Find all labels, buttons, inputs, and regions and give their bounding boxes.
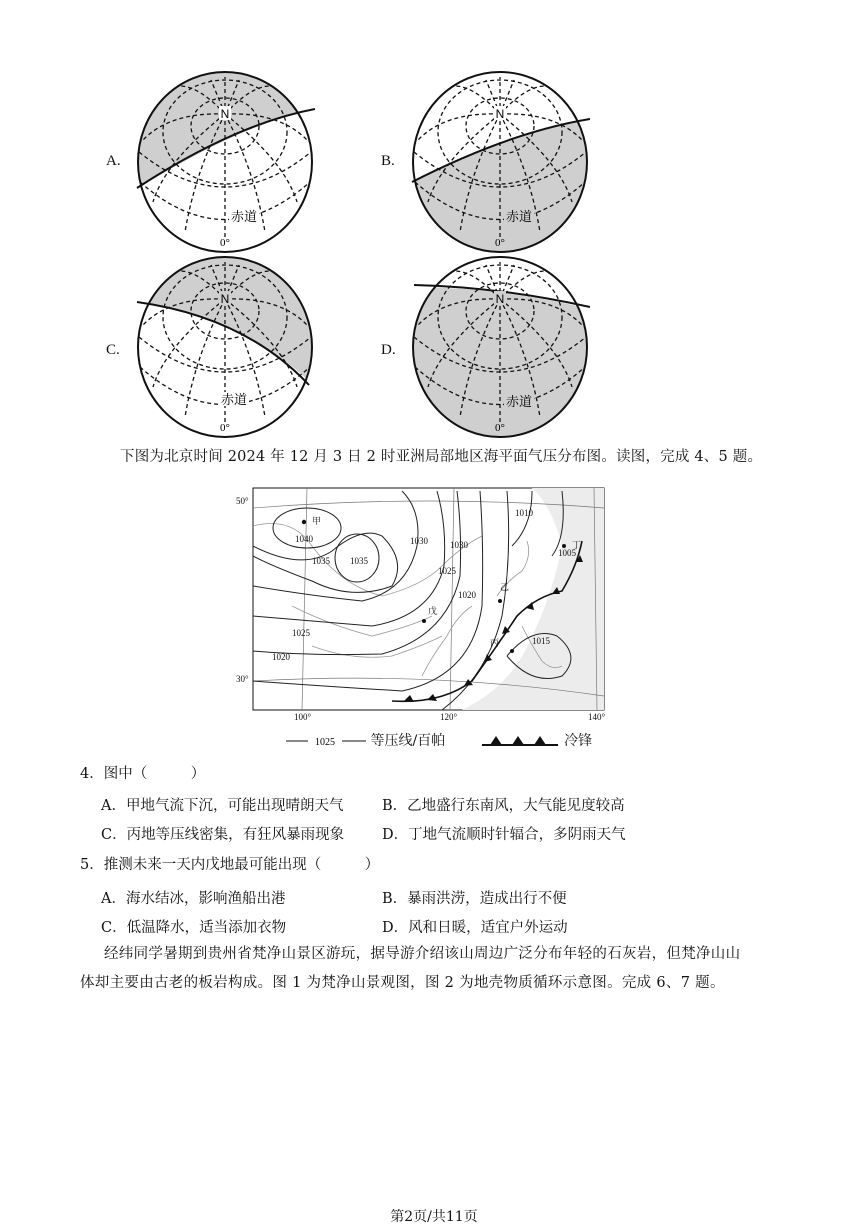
q4-option-d: D．丁地气流顺时针辐合，多阴雨天气 <box>382 827 626 843</box>
pressure-map <box>232 486 612 722</box>
lon-label: 100° <box>294 712 312 722</box>
intro-6-7-line1: 经纬同学暑期到贵州省梵净山景区游玩，据导游介绍该山周边广泛分布年轻的石灰岩，但梵净山山 <box>104 946 741 962</box>
intro-4-5: 下图为北京时间 2024 年 12 月 3 日 2 时亚洲局部地区海平面气压分布图。读图，完成 4、5 题。 <box>120 449 763 465</box>
option-b-label: B. <box>381 153 395 169</box>
isobar-label: 1020 <box>458 590 476 600</box>
cold-front-legend-text: 冷锋 <box>564 733 593 749</box>
equator-label: 赤道 <box>220 393 248 408</box>
isobar-label: 1025 <box>438 566 456 576</box>
isobar-label: 1010 <box>515 508 533 518</box>
lat-label: 30° <box>236 674 249 684</box>
north-pole-label: N <box>495 107 505 121</box>
north-pole-label: N <box>220 107 230 121</box>
lon-label: 140° <box>588 712 606 722</box>
q4-stem: 4．图中（ ） <box>80 766 206 782</box>
isobar-label: 1025 <box>292 628 310 638</box>
equator-label: 赤道 <box>505 210 533 225</box>
isobar-label: 1015 <box>532 636 550 646</box>
q5-option-a: A．海水结冰，影响渔船出港 <box>101 891 286 907</box>
isobar-legend-text: 等压线/百帕 <box>370 733 446 749</box>
cold-front-legend-icon <box>480 733 560 749</box>
place-ding-label: 丁 <box>572 540 582 550</box>
place-bing-label: 丙 <box>490 638 500 648</box>
isobar-label: 1020 <box>272 652 290 662</box>
q4-option-a: A．甲地气流下沉，可能出现晴朗天气 <box>101 798 344 814</box>
meridian-label: 0° <box>220 237 230 249</box>
q4-option-c: C．丙地等压线密集，有狂风暴雨现象 <box>101 827 345 843</box>
globe-a <box>135 70 315 254</box>
q5-stem: 5．推测未来一天内戊地最可能出现（ ） <box>80 857 380 873</box>
isobar-label: 1035 <box>312 556 330 566</box>
isobar-legend-line <box>286 733 366 749</box>
place-yi-label: 乙 <box>500 582 510 592</box>
lat-label: 50° <box>236 496 249 506</box>
option-c-label: C. <box>106 342 120 358</box>
isobar-label: 1005 <box>558 548 576 558</box>
equator-label: 赤道 <box>230 210 258 225</box>
q5-option-b: B．暴雨洪涝，造成出行不便 <box>382 891 567 907</box>
meridian-label: 0° <box>495 237 505 249</box>
globe-d <box>410 255 590 439</box>
lon-label: 120° <box>440 712 458 722</box>
north-pole-label: N <box>495 292 505 306</box>
meridian-label: 0° <box>220 422 230 434</box>
intro-6-7-line2: 体却主要由古老的板岩构成。图 1 为梵净山景观图，图 2 为地壳物质循环示意图。完成 6、7 题。 <box>80 975 725 991</box>
intro-6-7 <box>80 940 780 998</box>
isobar-legend-value: 1025 <box>315 737 335 748</box>
q4-option-b: B．乙地盛行东南风，大气能见度较高 <box>382 798 625 814</box>
place-jia-label: 甲 <box>312 516 322 526</box>
option-d-label: D. <box>381 342 396 358</box>
map-legend <box>286 730 592 750</box>
place-wu-label: 戊 <box>428 606 438 616</box>
option-a-label: A. <box>106 153 121 169</box>
globe-b <box>410 70 590 254</box>
equator-label: 赤道 <box>505 395 533 410</box>
isobar-label: 1035 <box>350 556 368 566</box>
page-footer: 第2页/共11页 <box>390 1209 478 1225</box>
q5-option-d: D．风和日暖，适宜户外运动 <box>382 920 568 936</box>
meridian-label: 0° <box>495 422 505 434</box>
isobar-label: 1030 <box>410 536 428 546</box>
isobar-label: 1040 <box>295 534 313 544</box>
globe-c <box>135 255 315 439</box>
north-pole-label: N <box>220 292 230 306</box>
q5-option-c: C．低温降水，适当添加衣物 <box>101 920 287 936</box>
isobar-label: 1030 <box>450 540 468 550</box>
